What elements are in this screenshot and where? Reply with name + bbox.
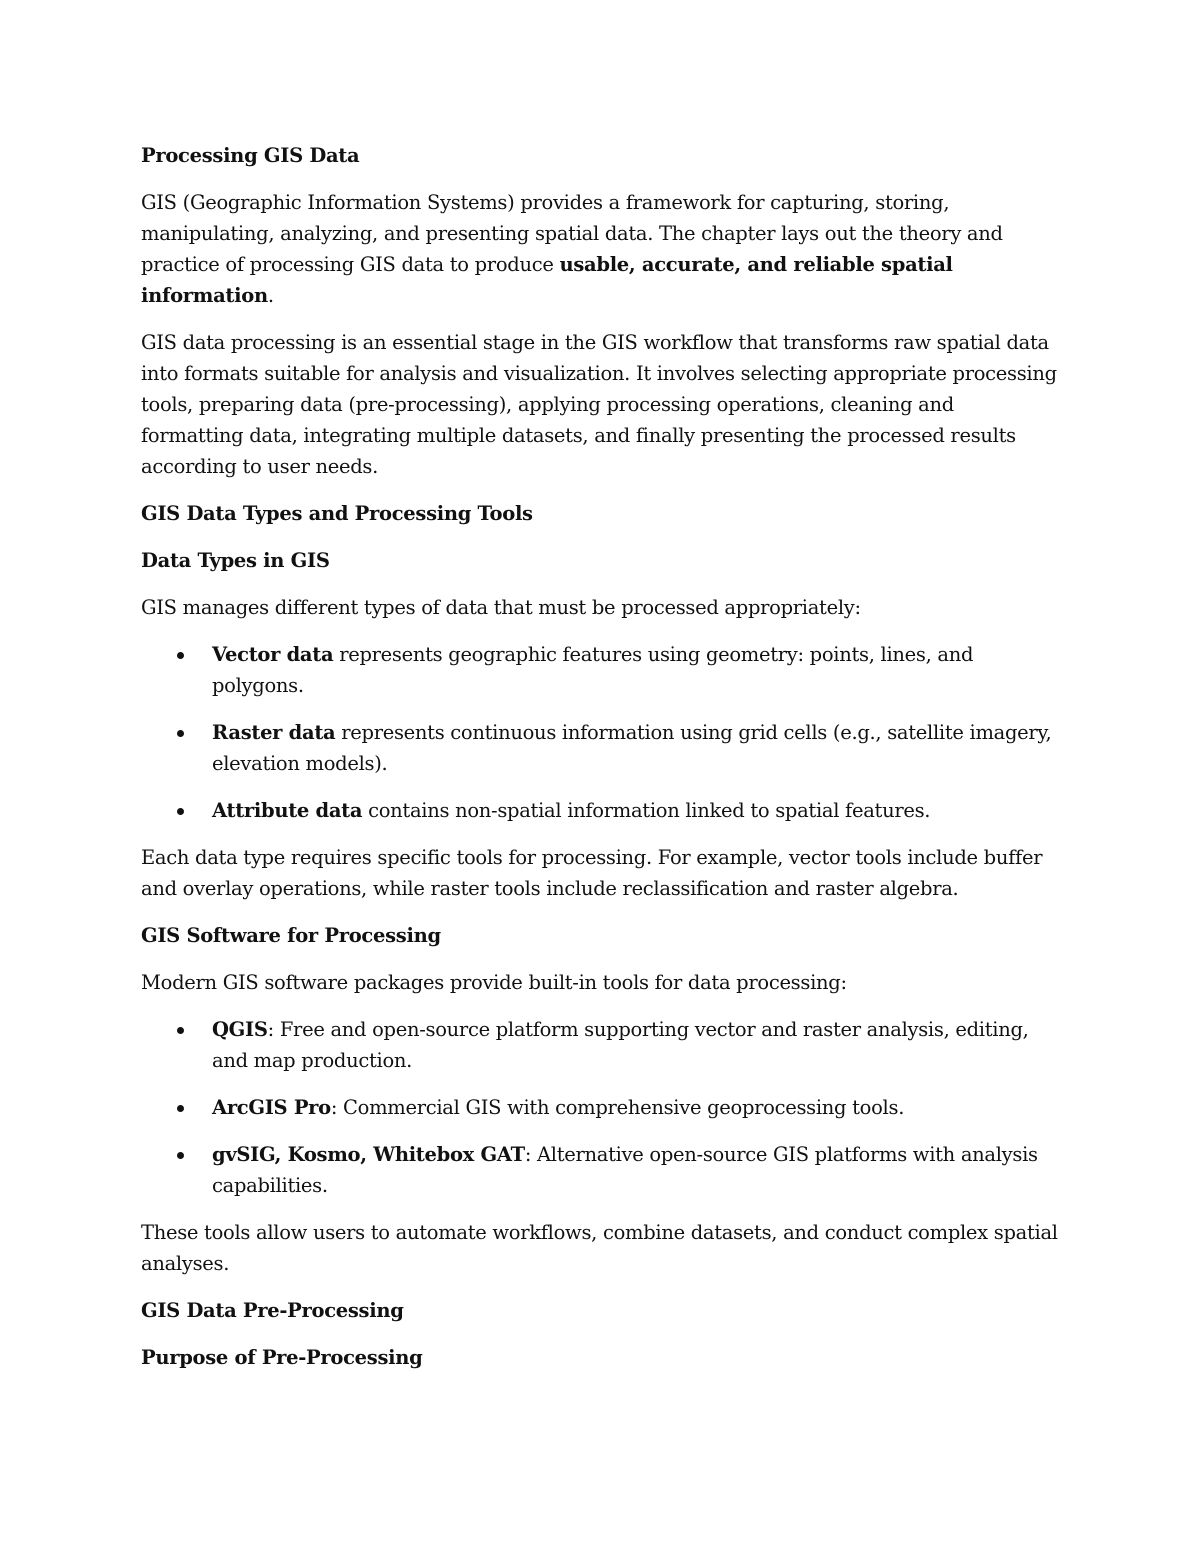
list-item-term: Vector data — [212, 643, 334, 666]
section-heading-preprocessing: GIS Data Pre-Processing — [141, 1299, 404, 1322]
list-item — [141, 717, 1061, 779]
list-item — [141, 1014, 1061, 1076]
document-page — [141, 140, 1061, 1389]
software-lead: Modern GIS software packages provide built-in tools for data processing: — [141, 971, 847, 994]
intro-emphasis: usable, accurate, and reliable spatial information — [141, 253, 953, 307]
software-after: These tools allow users to automate workflows, combine datasets, and conduct complex spatial analyses. — [141, 1221, 1058, 1275]
list-item-desc: : Alternative open-source GIS platforms with analysis capabilities. — [212, 1143, 1038, 1197]
section-heading-software: GIS Software for Processing — [141, 924, 441, 947]
section-heading-data-types-tools: GIS Data Types and Processing Tools — [141, 502, 533, 525]
data-types-lead: GIS manages different types of data that must be processed appropriately: — [141, 596, 861, 619]
list-item-desc: : Commercial GIS with comprehensive geoprocessing tools. — [330, 1096, 905, 1119]
list-item — [141, 639, 1061, 701]
bullet-icon — [177, 730, 184, 737]
bullet-icon — [177, 808, 184, 815]
intro-text: GIS (Geographic Information Systems) provides a framework for capturing, storing, manipulating, analyzing, and presenting spatial data. The chapter lays out the theory and practice of processing GIS data to produce — [141, 191, 1003, 276]
document-title: Processing GIS Data — [141, 144, 360, 167]
list-item-term: Attribute data — [212, 799, 363, 822]
list-item-desc: represents geographic features using geometry: points, lines, and polygons. — [212, 643, 974, 697]
bullet-icon — [177, 1027, 184, 1034]
list-item-term: gvSIG, Kosmo, Whitebox GAT — [212, 1143, 525, 1166]
list-item-desc: represents continuous information using grid cells (e.g., satellite imagery, elevation models). — [212, 721, 1052, 775]
intro-paragraph-2: GIS data processing is an essential stage in the GIS workflow that transforms raw spatial data into formats suitable for analysis and visualization. It involves selecting appropriate processing tools, preparing data (pre-processing), applying processing operations, cleaning and formatting data, integrating multiple datasets, and finally presenting the processed results according to user needs. — [141, 331, 1057, 478]
list-item — [141, 1139, 1061, 1201]
list-item — [141, 795, 1061, 826]
list-item-term: ArcGIS Pro — [212, 1096, 331, 1119]
list-item-term: Raster data — [212, 721, 336, 744]
list-item-term: QGIS — [212, 1018, 268, 1041]
software-list — [141, 1014, 1061, 1201]
subheading-data-types: Data Types in GIS — [141, 549, 330, 572]
intro-paragraph-1 — [141, 187, 1061, 311]
data-types-after: Each data type requires specific tools for processing. For example, vector tools include buffer and overlay operations, while raster tools include reclassification and raster algebra. — [141, 846, 1043, 900]
data-types-list — [141, 639, 1061, 826]
intro-period: . — [267, 284, 274, 307]
list-item-desc: : Free and open-source platform supporting vector and raster analysis, editing, and map production. — [212, 1018, 1029, 1072]
bullet-icon — [177, 1105, 184, 1112]
list-item-desc: contains non-spatial information linked to spatial features. — [362, 799, 931, 822]
list-item — [141, 1092, 1061, 1123]
bullet-icon — [177, 1152, 184, 1159]
subheading-purpose-preprocessing: Purpose of Pre-Processing — [141, 1346, 423, 1369]
bullet-icon — [177, 652, 184, 659]
